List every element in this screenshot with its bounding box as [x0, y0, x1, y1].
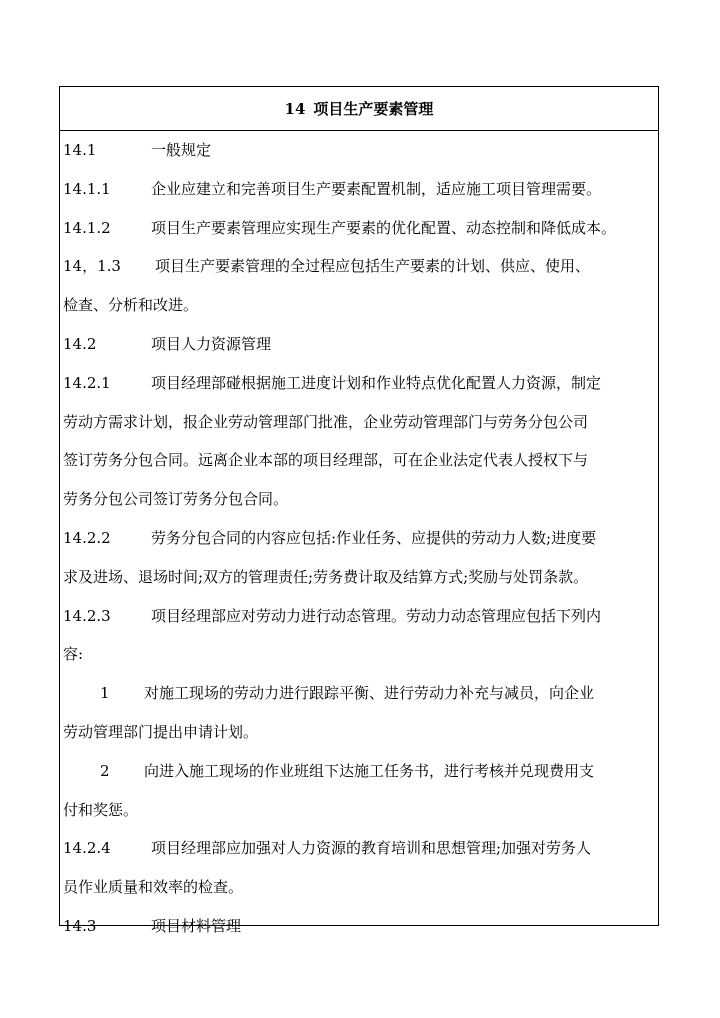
clause-continuation	[63, 286, 654, 325]
clause-14-2-2	[63, 519, 654, 558]
section-number: 14	[284, 99, 306, 118]
list-item-2	[63, 752, 654, 791]
list-item-text: 向进入施工现场的作业班组下达施工任务书，进行考核并兑现费用支	[144, 761, 595, 780]
clause-14-1-2	[63, 209, 654, 248]
clause-14-2-3	[63, 597, 654, 636]
list-item-number: 1	[100, 684, 110, 703]
list-item-1	[63, 674, 654, 713]
clause-text: 签订劳务分包合同。远离企业本部的项目经理部，可在企业法定代表人授权下与	[63, 451, 589, 470]
list-item-text: 对施工现场的劳动力进行跟踪平衡、进行劳动力补充与减员，向企业	[144, 684, 595, 703]
clause-number: 14.2.4	[63, 839, 111, 858]
clause-number: 14.2.2	[63, 528, 111, 547]
clause-text: 项目经理部应对劳动力进行动态管理。劳动力动态管理应包括下列内	[151, 606, 602, 625]
clause-14-1-3	[63, 247, 654, 286]
clause-number: 14.1.1	[63, 179, 111, 198]
clause-continuation	[63, 403, 654, 442]
clause-text: 项目经理部应加强对人力资源的教育培训和思想管理;加强对劳务人	[151, 839, 592, 858]
clause-text: 付和奖惩。	[63, 800, 139, 819]
clause-text: 员作业质量和效率的检查。	[63, 878, 244, 897]
clause-number: 14.2	[63, 334, 97, 353]
clause-continuation	[63, 713, 654, 752]
section-title-text: 项目生产要素管理	[313, 100, 434, 118]
clause-14-1-1	[63, 170, 654, 209]
clause-number: 14.2.3	[63, 606, 111, 625]
clause-14-3	[63, 907, 654, 946]
clause-14-2	[63, 325, 654, 364]
clause-text: 劳务分包公司签订劳务分包合同。	[63, 490, 289, 509]
clause-text: 项目材料管理	[151, 916, 242, 935]
clause-text: 企业应建立和完善项目生产要素配置机制，适应施工项目管理需要。	[151, 179, 602, 198]
clause-text: 检查、分析和改进。	[63, 296, 199, 315]
list-item-number: 2	[100, 761, 110, 780]
clause-continuation	[63, 441, 654, 480]
document-table	[59, 86, 659, 935]
section-title	[60, 87, 658, 131]
clause-text: 求及进场、退场时间;双方的管理责任;劳务费计取及结算方式;奖励与处罚条款。	[63, 567, 589, 586]
clause-14-2-1	[63, 364, 654, 403]
clause-text: 项目生产要素管理的全过程应包括生产要素的计划、供应、使用、	[155, 257, 591, 276]
clause-text: 项目经理部碰根据施工进度计划和作业特点优化配置人力资源，制定	[151, 373, 602, 392]
clause-continuation	[63, 480, 654, 519]
clause-text: 项目生产要素管理应实现生产要素的优化配置、动态控制和降低成本。	[151, 218, 617, 237]
clause-14-2-4	[63, 829, 654, 868]
clause-continuation	[63, 635, 654, 674]
clause-text: 劳动方需求计划，报企业劳动管理部门批准，企业劳动管理部门与劳务分包公司	[63, 412, 589, 431]
clause-number: 14.1.2	[63, 218, 111, 237]
clause-text: 一般规定	[151, 141, 212, 159]
clause-number: 14.3	[63, 916, 97, 935]
clause-continuation	[63, 791, 654, 830]
clause-text: 劳务分包合同的内容应包括:作业任务、应提供的劳动力人数;进度要	[151, 528, 597, 547]
clause-text: 容:	[63, 645, 84, 664]
clause-14-1	[63, 131, 654, 170]
clause-number: 14.1	[63, 141, 97, 159]
clause-text: 劳动管理部门提出申请计划。	[63, 722, 259, 741]
clause-number: 14，1.3	[63, 257, 121, 276]
document-body	[60, 131, 658, 946]
clause-continuation	[63, 868, 654, 907]
clause-text: 项目人力资源管理	[151, 334, 272, 353]
clause-continuation	[63, 558, 654, 597]
clause-number: 14.2.1	[63, 373, 111, 392]
